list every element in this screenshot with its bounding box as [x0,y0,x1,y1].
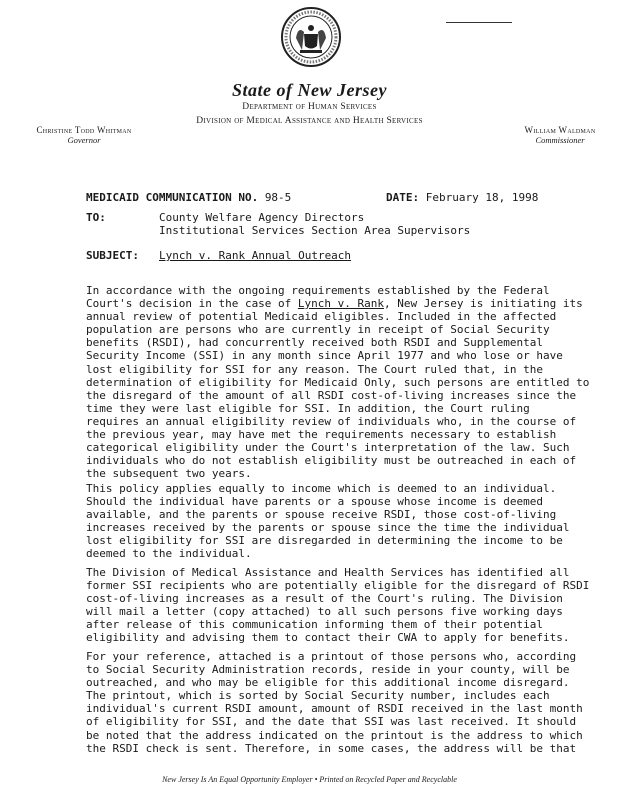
governor-name: Christine Todd Whitman [36,125,132,135]
text-line: available, and the parents or spouse receive RSDI, those cost-of-living [86,508,557,522]
subject-label: SUBJECT: [86,249,139,262]
text-line: the RSDI check is sent. Therefore, in some cases, the address will be that [86,741,577,755]
body-paragraph-3 [86,566,590,645]
footer-text: New Jersey Is An Equal Opportunity Employer • Printed on Recycled Paper and Recyclable [162,775,457,784]
text-line: eligibility and advising them to contact their CWA to apply for benefits. [86,631,570,645]
text-line: will mail a letter (copy attached) to all such persons five working days [86,605,563,619]
commissioner-block [512,125,608,145]
communication-number: 98-5 [264,191,292,204]
body-paragraph-4 [86,650,583,755]
division-name: Division of Medical Assistance and Health Services [196,116,423,126]
text-line: time they were last eligible for SSI. In addition, the Court ruling [86,401,530,415]
recipient-line-2: Institutional Services Section Area Supervisors [159,224,471,237]
state-title: State of New Jersey [232,80,387,100]
text-line: In accordance with the ongoing requirements established by the Federal [86,284,550,297]
text-line: For your reference, attached is a printout of those persons who, according [86,650,577,663]
text-line: The printout, which is sorted by Social Security number, includes each [86,689,550,703]
text-line: former SSI recipients who are potentially eligible for the disregard of RSDI [86,579,590,593]
case-name-link-text: Lynch v. Rank [297,297,385,311]
date-label: DATE: [386,191,420,204]
text-line: increases received by the parents or spouse since the time the individual [86,521,570,535]
date-value: February 18, 1998 [425,191,539,204]
text-line: population are persons who are currently in receipt of Social Security [86,323,550,337]
subject-text: Lynch v. Rank Annual Outreach [159,249,352,262]
body-paragraph-2 [86,482,576,561]
commissioner-title: Commissioner [535,135,585,145]
text-line: lost eligibility for SSI are disregarded in determining the income to be [86,534,563,548]
commissioner-name: William Waldman [524,125,596,135]
signature-line [446,22,512,23]
text-line: The Division of Medical Assistance and Health Services has identified all [86,566,570,579]
department-name: Department of Human Services [242,102,377,112]
text-line: to Social Security Administration records, reside in your county, will be [86,663,570,677]
state-seal [280,4,342,70]
text-line: lost eligibility for SSI for any reason. The Court ruled that, in the [86,362,543,376]
communication-number-line [86,191,291,204]
text-line: Should the individual have parents or a spouse whose income is deemed [86,495,543,509]
text-line: Security Income (SSI) in any month since April 1977 and who lose or have [86,349,563,363]
text-line: the subsequent two years. [86,467,252,481]
text-line: cost-of-living increases as a result of the Court's ruling. The Division [86,592,563,606]
governor-title: Governor [67,135,101,145]
text-line: This policy applies equally to income which is deemed to an individual. [86,482,557,495]
text-line: categorical eligibility under the Court's interpretation of the law. Such [86,441,570,455]
state-seal-icon [280,4,342,70]
text-line: deemed to the individual. [86,547,252,561]
text-line: individuals who do not establish eligibility must be outreached in each of [86,454,577,468]
text-line: after release of this communication informing them of their potential [86,618,543,632]
text-line: requires an annual eligibility review of individuals who, in the course of [86,414,577,428]
date-line [386,191,538,204]
text-line: the previous year, may have met the requirements necessary to establish [86,428,557,442]
governor-block [28,125,140,145]
recipient-line-1: County Welfare Agency Directors [159,211,365,224]
text-line: Court's decision in the case of Lynch v. Rank, New Jersey is initiating its [86,297,583,311]
text-line: the disregard of the amount of all RSDI cost-of-living increases since the [86,388,577,402]
text-line: benefits (RSDI), had concurrently received both RSDI and Supplemental [86,336,543,350]
text-line: determination of eligibility for Medicaid Only, such persons are entitled to [86,375,590,389]
text-line: annual review of potential Medicaid eligibles. Included in the affected [86,310,557,324]
text-line: be noted that the address indicated on the printout is the address to which [86,728,583,742]
text-line: individual's current RSDI amount, amount of RSDI received in the last month [86,702,583,716]
body-paragraph-1 [86,284,590,481]
text-line: of eligibility for SSI, and the date that SSI was last received. It should [86,715,577,729]
communication-label: MEDICAID COMMUNICATION NO. [86,191,259,204]
to-label: TO: [86,211,106,224]
text-line: outreached, and who may be eligible for this additional income disregard. [86,676,570,690]
